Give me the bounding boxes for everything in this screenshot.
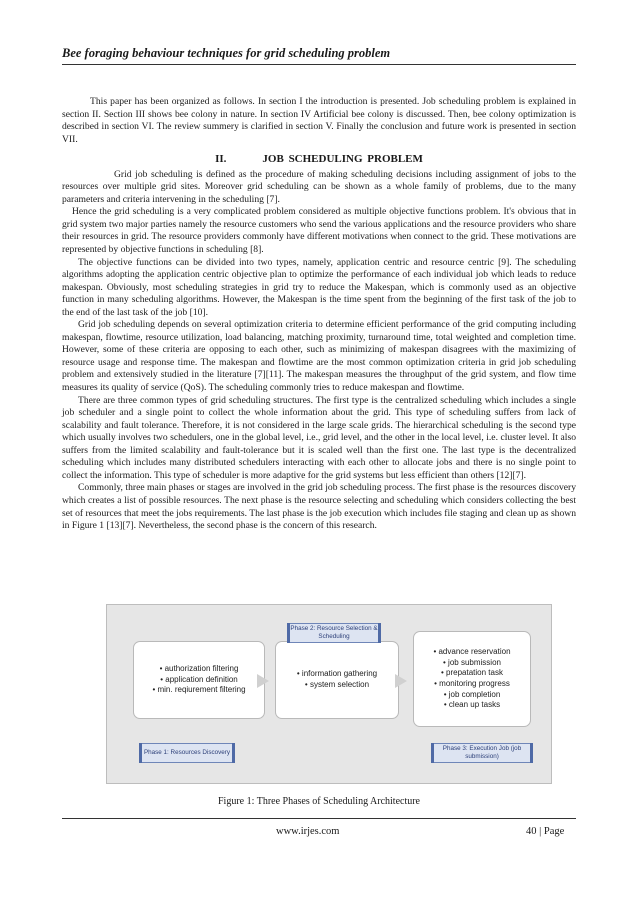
paragraph-1: Grid job scheduling is defined as the procedure of making scheduling decisions including assignment of jobs to the resources over multiple grid sites. Moreover grid scheduling can be shown as a whole family of problems, due to the many parameters and criteria intervening in the scheduling [7]. <box>62 168 576 205</box>
arrow-right-icon <box>395 674 407 688</box>
phase3-item: • job submission <box>443 657 501 667</box>
phase2-item: • system selection <box>304 680 370 689</box>
paragraph-6: Commonly, three main phases or stages are involved in the grid job scheduling process. The first phase is the resources discovery which creates a list of possible resources. The next phase is the resource selecting and scheduling which considers collecting the best set of resources that meet the jobs requirements. The last phase is the job execution which includes file staging and clean up as shown in Figure 1 [13][7]. Nevertheless, the second phase is the concern of this research. <box>62 482 576 532</box>
phase2-label: Phase 2: Resource Selection & Scheduling <box>289 623 379 643</box>
figure-caption: Figure 1: Three Phases of Scheduling Architecture <box>218 796 420 807</box>
phase2-item: • information gathering <box>296 669 378 679</box>
section-number: II. <box>215 153 227 166</box>
paragraph-2: Hence the grid scheduling is a very complicated problem considered as multiple objective functions problem. It's obvious that in grid system two major parties namely the resource customers who send the various applications and the resource providers who share their resources in grid. The resource providers commonly have different motivations when connect to the grid. These motivations are represented by objective functions in scheduling [8]. <box>62 206 576 256</box>
body-text <box>62 96 576 533</box>
phase2-box <box>275 641 399 719</box>
header-rule <box>62 64 576 65</box>
running-title: Bee foraging behaviour techniques for grid scheduling problem <box>62 46 391 60</box>
phase3-label: Phase 3: Execution Job (job submission) <box>433 743 531 763</box>
section-title: JOB SCHEDULING PROBLEM <box>262 153 423 166</box>
paragraph-3: The objective functions can be divided into two types, namely, application centric and resource centric [9]. The scheduling algorithms adopting the application centric objective plan to optimize the performance of each individual job which leads to reduce makespan. Obviously, most scheduling strategies in grid try to reduce the Makespan, which is commonly used as an objective function in many scheduling algorithms. However, the Makespan is the time spent from the beginning of the first task of the job to the end of the last task of the job [10]. <box>62 256 576 318</box>
phase1-item: • authorization filtering <box>159 664 239 674</box>
figure-1-diagram <box>106 604 552 784</box>
phase3-item: • job completion <box>443 689 501 699</box>
arrow-right-icon <box>257 674 269 688</box>
section-heading <box>62 153 576 166</box>
intro-paragraph: This paper has been organized as follows. In section I the introduction is presented. Job scheduling problem is explained in section II. Section III shows bee colony in nature. In section IV Artificial bee colony is discussed. Then, bee colony optimization is described in section VI. The review summery is clarified in section V. Finally the conclusion and future work is presented in section VII. <box>62 96 576 145</box>
phase3-item: • prepatation task <box>441 668 503 678</box>
phase1-item: • min. reqiurement filtering <box>152 685 246 695</box>
phase3-item: • clean up tasks <box>443 700 501 710</box>
phase3-box <box>413 631 531 727</box>
phase3-item: • monitoring progress <box>434 679 510 688</box>
phase1-item: • application definition <box>160 674 238 684</box>
paragraph-4: Grid job scheduling depends on several optimization criteria to determine efficient performance of the grid computing including makespan, flowtime, resource utilization, load balancing, matching proximity, turnaround time, total weighted and completion time. However, some of these criteria are opposing to each other, such as minimizing of makespan disagrees with the maximizing of resource usage and response time. The makespan and flowtime are the most common optimization criteria in grid job scheduling problem and extensively studied in the literature [7][11]. The makespan measures the throughput of the grid system, and flow time measures its quality of service (QoS). The scheduling commonly tries to reduce makespan and flowtime. <box>62 319 576 394</box>
phase1-box <box>133 641 265 719</box>
phase3-item: • advance reservation <box>433 647 511 657</box>
phase1-label: Phase 1: Resources Discovery <box>141 743 233 763</box>
paragraph-5: There are three common types of grid scheduling structures. The first type is the centralized scheduling which includes a single job scheduler and a single point to collect the whole information about the grid. This type of scheduling suffers from lack of scalability and fault tolerance. Therefore, it is not considered in the large scale grids. The hierarchical scheduling is the second type which usually involves two schedulers, one in the global level, i.e., grid level, and the other in the local level, i.e. cluster level. It also suffers from the limited scalability and fault-tolerance but it is scaled well than the first one. The last type is the decentralized scheduling which includes many distributed schedulers interacting with each other to allocate jobs and there is no single point to collect the information. This type of scheduler is more adaptive for the grid systems but less efficient than others [12][7]. <box>62 394 576 481</box>
footer-page-number: 40 | Page <box>526 826 565 837</box>
footer-rule <box>62 818 576 819</box>
footer-website: www.irjes.com <box>276 826 340 837</box>
